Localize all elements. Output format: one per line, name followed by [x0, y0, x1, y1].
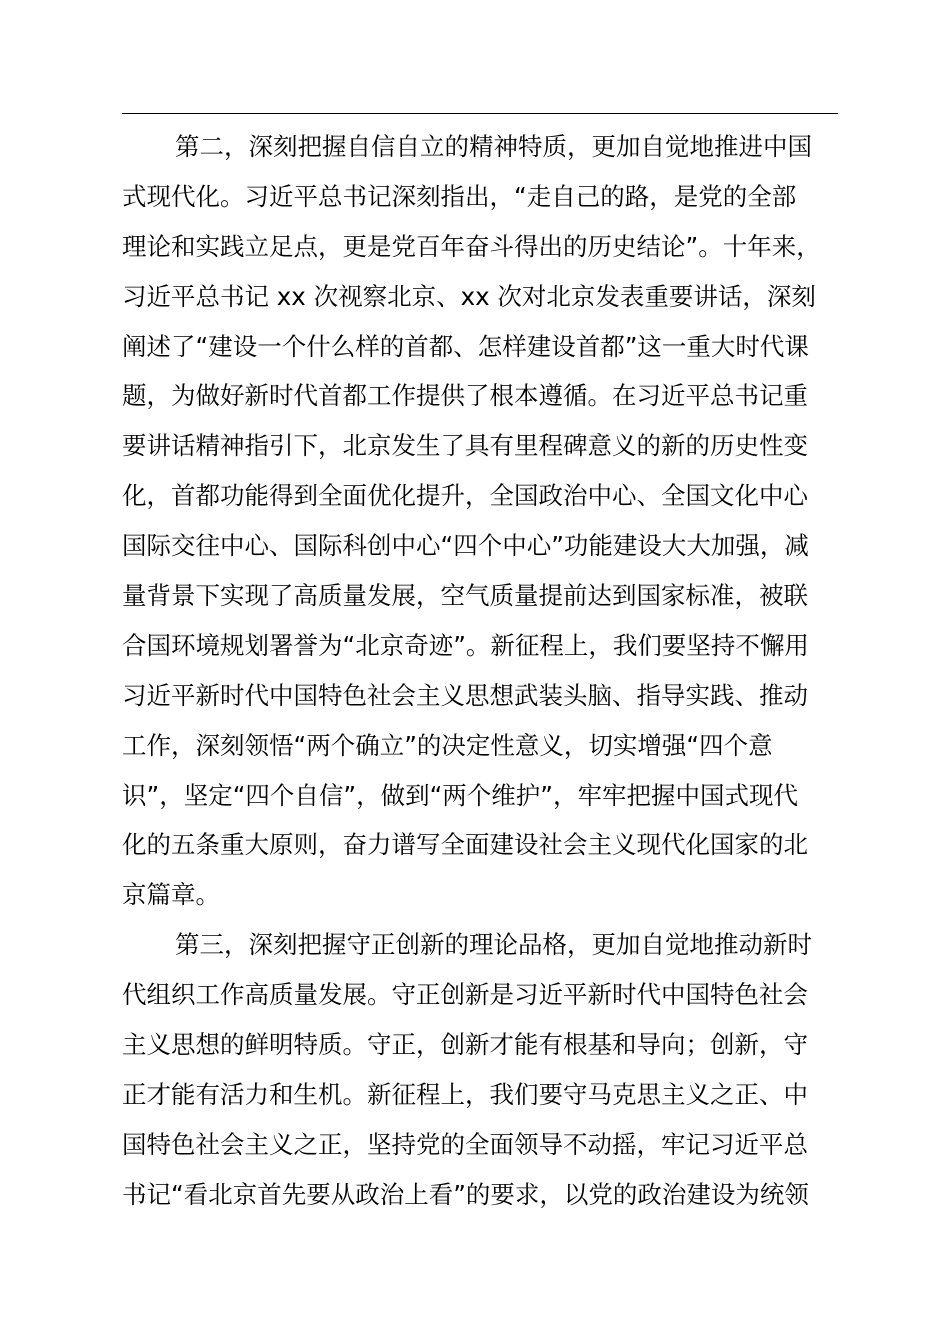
- text-line: 国特色社会主义之正，坚持党的全面领导不动摇，牢记习近平总: [122, 1129, 808, 1159]
- paragraph-third-point: [122, 920, 838, 1219]
- text-line: 习近平新时代中国特色社会主义思想武装头脑、指导实践、推动: [122, 680, 808, 710]
- text-line: 化，首都功能得到全面优化提升，全国政治中心、全国文化中心: [122, 481, 808, 511]
- text-line: 识”，坚定“四个自信”，做到“两个维护”，牢牢把握中国式现代: [122, 780, 798, 810]
- text-line: 阐述了“建设一个什么样的首都、怎样建设首都”这一重大时代课: [122, 331, 809, 361]
- text-line: 工作，深刻领悟“两个确立”的决定性意义，切实增强“四个意: [122, 730, 773, 760]
- text-line: 国际交往中心、国际科创中心“四个中心”功能建设大大加强，减: [122, 531, 809, 561]
- paragraph-second-point: [122, 122, 838, 920]
- text-line: 化的五条重大原则，奋力谱写全面建设社会主义现代化国家的北: [122, 830, 808, 860]
- text-line: 题，为做好新时代首都工作提供了根本遵循。在习近平总书记重: [122, 381, 808, 411]
- text-line: 主义思想的鲜明特质。守正，创新才能有根基和导向；创新，守: [122, 1030, 808, 1060]
- text-line: 量背景下实现了高质量发展，空气质量提前达到国家标准，被联: [122, 581, 808, 611]
- text-line: 第三，深刻把握守正创新的理论品格，更加自觉地推动新时: [175, 930, 812, 960]
- text-line: 要讲话精神指引下，北京发生了具有里程碑意义的新的历史性变: [122, 431, 808, 461]
- document-body: [122, 122, 838, 1220]
- text-line: 理论和实践立足点，更是党百年奋斗得出的历史结论”。十年来，: [122, 231, 821, 261]
- text-line: 第二，深刻把握自信自立的精神特质，更加自觉地推进中国: [175, 132, 812, 161]
- text-line: 书记“看北京首先要从政治上看”的要求，以党的政治建设为统领: [122, 1179, 809, 1209]
- text-line: 习近平总书记 xx 次视察北京、xx 次对北京发表重要讲话，深刻: [122, 281, 816, 311]
- text-line: 合国环境规划署誉为“北京奇迹”。新征程上，我们要坚持不懈用: [122, 630, 809, 660]
- text-line: 代组织工作高质量发展。守正创新是习近平新时代中国特色社会: [122, 980, 808, 1010]
- text-line: 式现代化。习近平总书记深刻指出，“走自己的路，是党的全部: [122, 181, 797, 211]
- text-line: 正才能有活力和生机。新征程上，我们要守马克思主义之正、中: [122, 1079, 808, 1109]
- header-rule: [122, 113, 838, 114]
- text-line: 京篇章。: [122, 880, 220, 910]
